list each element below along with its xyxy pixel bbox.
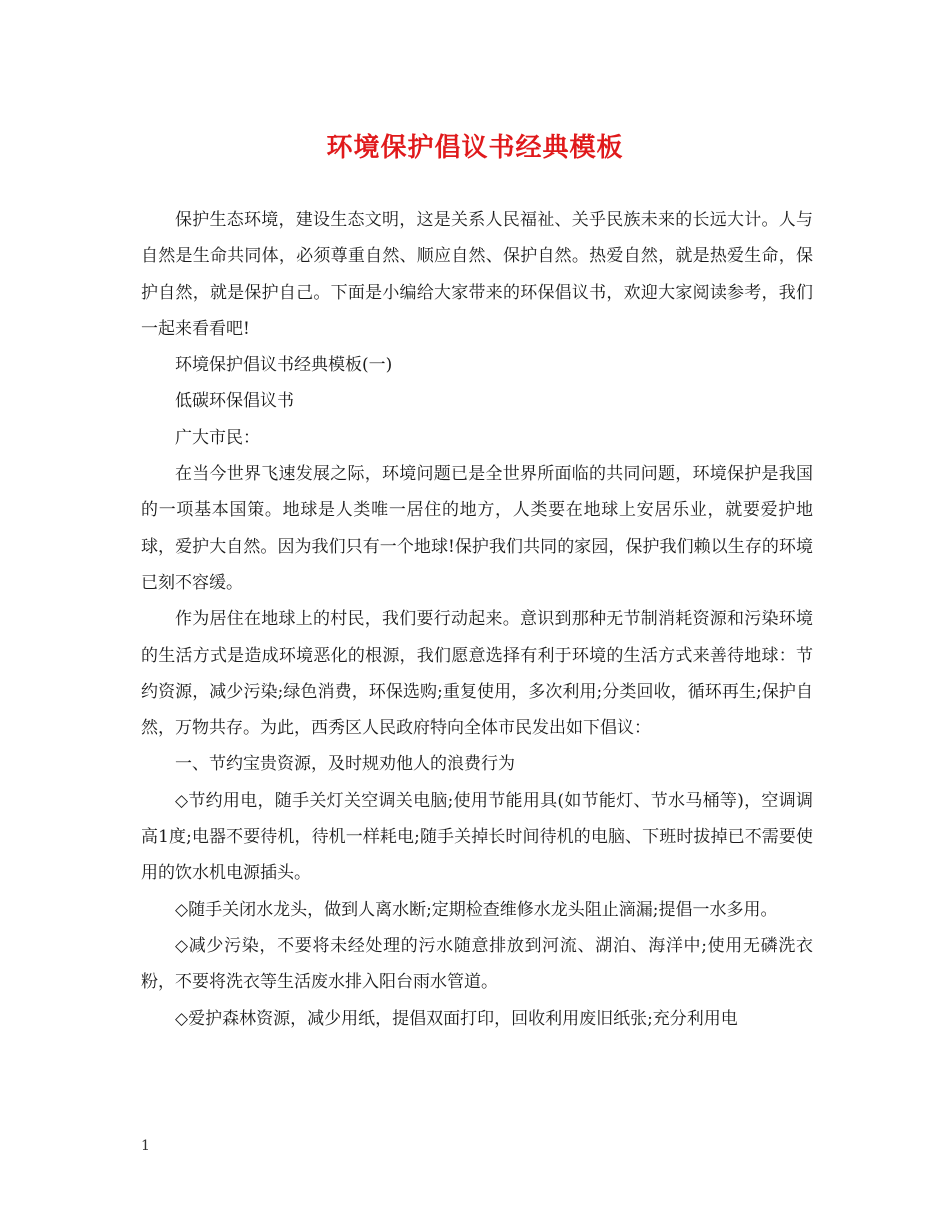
paragraph-template-heading: 环境保护倡议书经典模板(一) xyxy=(175,355,393,376)
page-number: 1 xyxy=(141,1138,150,1154)
paragraph-salutation: 广大市民： xyxy=(175,427,260,448)
paragraph-bullet-forest: ◇爱护森林资源，减少用纸，提倡双面打印，回收利用废旧纸张;充分利用电 xyxy=(175,1008,738,1029)
paragraph-bullet-pollution: ◇减少污染，不要将未经处理的污水随意排放到河流、湖泊、海洋中;使用无磷洗衣粉，不要将洗衣等生活废水排入阳台雨水管道。 xyxy=(141,935,813,993)
paragraph-call-to-action: 作为居住在地球上的村民，我们要行动起来。意识到那种无节制消耗资源和污染环境的生活方式是造成环境恶化的根源，我们愿意选择有利于环境的生活方式来善待地球：节约资源，减少污染;绿色消费，环保选购;重复使用，多次利用;分类回收，循环再生;保护自然，万物共存。为此，西秀区人民政府特向全体市民发出如下倡议： xyxy=(141,609,813,739)
paragraph-intro: 保护生态环境，建设生态文明，这是关系人民福祉、关乎民族未来的长远大计。人与自然是生命共同体，必须尊重自然、顺应自然、保护自然。热爱自然，就是热爱生命，保护自然，就是保护自己。下面是小编给大家带来的环保倡议书，欢迎大家阅读参考，我们一起来看看吧! xyxy=(141,210,813,339)
paragraph-bullet-electricity: ◇节约用电，随手关灯关空调关电脑;使用节能用具(如节能灯、节水马桶等)，空调调高1度;电器不要待机，待机一样耗电;随手关掉长时间待机的电脑、下班时拔掉已不需要使用的饮水机电源插头。 xyxy=(141,790,813,884)
paragraph-background: 在当今世界飞速发展之际，环境问题已是全世界所面临的共同问题，环境保护是我国的一项基本国策。地球是人类唯一居住的地方，人类要在地球上安居乐业，就要爱护地球，爱护大自然。因为我们只有一个地球!保护我们共同的家园，保护我们赖以生存的环境已刻不容缓。 xyxy=(141,464,813,593)
paragraph-bullet-water: ◇随手关闭水龙头，做到人离水断;定期检查维修水龙头阻止滴漏;提倡一水多用。 xyxy=(175,899,778,920)
paragraph-section-one-heading: 一、节约宝贵资源，及时规劝他人的浪费行为 xyxy=(175,754,515,775)
paragraph-proposal-title: 低碳环保倡议书 xyxy=(175,391,294,412)
document-body xyxy=(141,202,813,1037)
document-title: 环境保护倡议书经典模板 xyxy=(326,133,624,163)
